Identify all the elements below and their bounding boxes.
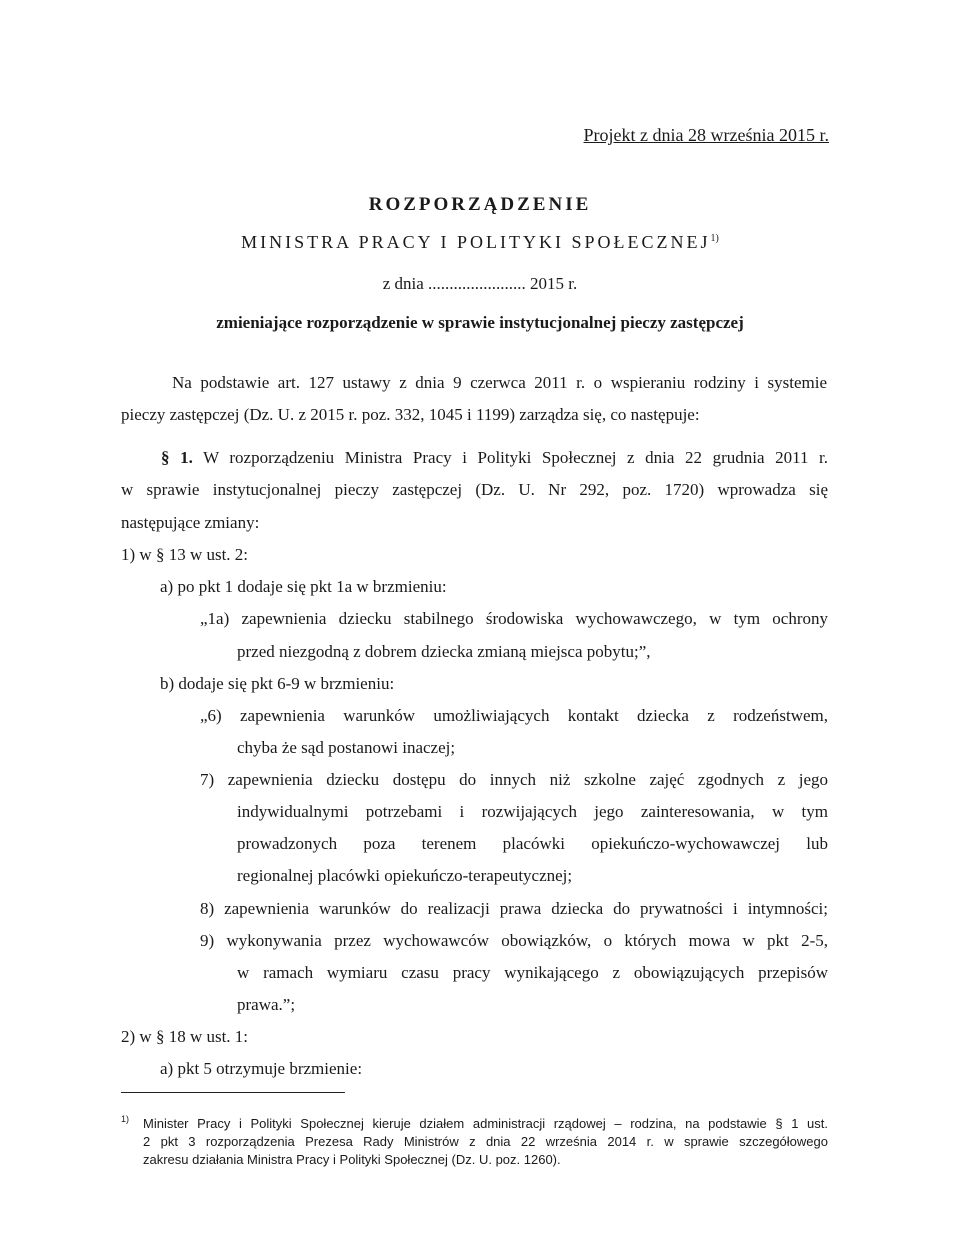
point-7-line-4: regionalnej placówki opiekuńczo-terapeutycznej; [237,866,573,885]
regulation-subject: zmieniające rozporządzenie w sprawie instytucjonalnej pieczy zastępczej [216,313,744,332]
point-6-line-2: chyba że sąd postanowi inaczej; [237,738,456,757]
footnote-line-2: 2 pkt 3 rozporządzenia Prezesa Rady Ministrów z dnia 22 września 2014 r. w sprawie szczegółowego [143,1134,828,1149]
footnote-line-1: Minister Pracy i Polityki Społecznej kieruje działem administracji rządowej – rodzina, na podstawie § 1 ust. [143,1116,828,1131]
footnote-line-3: zakresu działania Ministra Pracy i Polityki Społecznej (Dz. U. poz. 1260). [143,1152,561,1167]
section-marker: § 1. [161,448,193,467]
item-2a: a) pkt 5 otrzymuje brzmienie: [160,1059,363,1078]
point-9-line-3: prawa.”; [237,995,296,1014]
footnote-separator [121,1092,345,1093]
section-1-line-1 [161,446,828,470]
date-line: z dnia ....................... 2015 r. [382,274,578,293]
item-1b: b) dodaje się pkt 6-9 w brzmieniu: [160,674,395,693]
footnote-reference: 1) [710,233,719,244]
point-1a-line-2: przed niezgodną z dobrem dziecka zmianą miejsca pobytu;”, [237,642,651,661]
section-1-text: W rozporządzeniu Ministra Pracy i Polityki Społecznej z dnia 22 grudnia 2011 r. [203,448,828,467]
item-2: 2) w § 18 w ust. 1: [121,1027,249,1046]
point-9-line-2: w ramach wymiaru czasu pracy wynikającego z obowiązujących przepisów [237,963,828,982]
point-7-line-2: indywidualnymi potrzebami i rozwijających jego zainteresowania, w tym [237,802,828,821]
issuing-authority-name: MINISTRA PRACY I POLITYKI SPOŁECZNEJ [241,232,711,252]
footnote-mark: 1) [121,1114,130,1124]
document-type-title: ROZPORZĄDZENIE [368,194,592,215]
point-7-line-3: prowadzonych poza terenem placówki opiekuńczo-wychowawczej lub [237,834,828,853]
project-date-note: Projekt z dnia 28 września 2015 r. [583,125,829,145]
legal-basis-line-2: pieczy zastępczej (Dz. U. z 2015 r. poz. 332, 1045 i 1199) zarządza się, co następuje: [121,405,700,424]
section-1-line-3: następujące zmiany: [121,513,260,532]
point-7-line-1: 7) zapewnienia dziecku dostępu do innych niż szkolne zajęć zgodnych z jego [200,770,828,789]
point-1a-line-1: „1a) zapewnienia dziecku stabilnego środowiska wychowawczego, w tym ochrony [200,609,828,628]
point-6-line-1: „6) zapewnienia warunków umożliwiających kontakt dziecka z rodzeństwem, [200,706,828,725]
item-1a: a) po pkt 1 dodaje się pkt 1a w brzmieniu: [160,577,447,596]
section-1-line-2: w sprawie instytucjonalnej pieczy zastępczej (Dz. U. Nr 292, poz. 1720) wprowadza się [121,480,828,499]
point-8: 8) zapewnienia warunków do realizacji prawa dziecka do prywatności i intymności; [200,899,828,918]
issuing-authority-title [0,227,960,254]
point-9-line-1: 9) wykonywania przez wychowawców obowiązków, o których mowa w pkt 2-5, [200,931,828,950]
legal-basis-line-1: Na podstawie art. 127 ustawy z dnia 9 czerwca 2011 r. o wspieraniu rodziny i systemie [172,373,827,392]
item-1: 1) w § 13 w ust. 2: [121,545,249,564]
